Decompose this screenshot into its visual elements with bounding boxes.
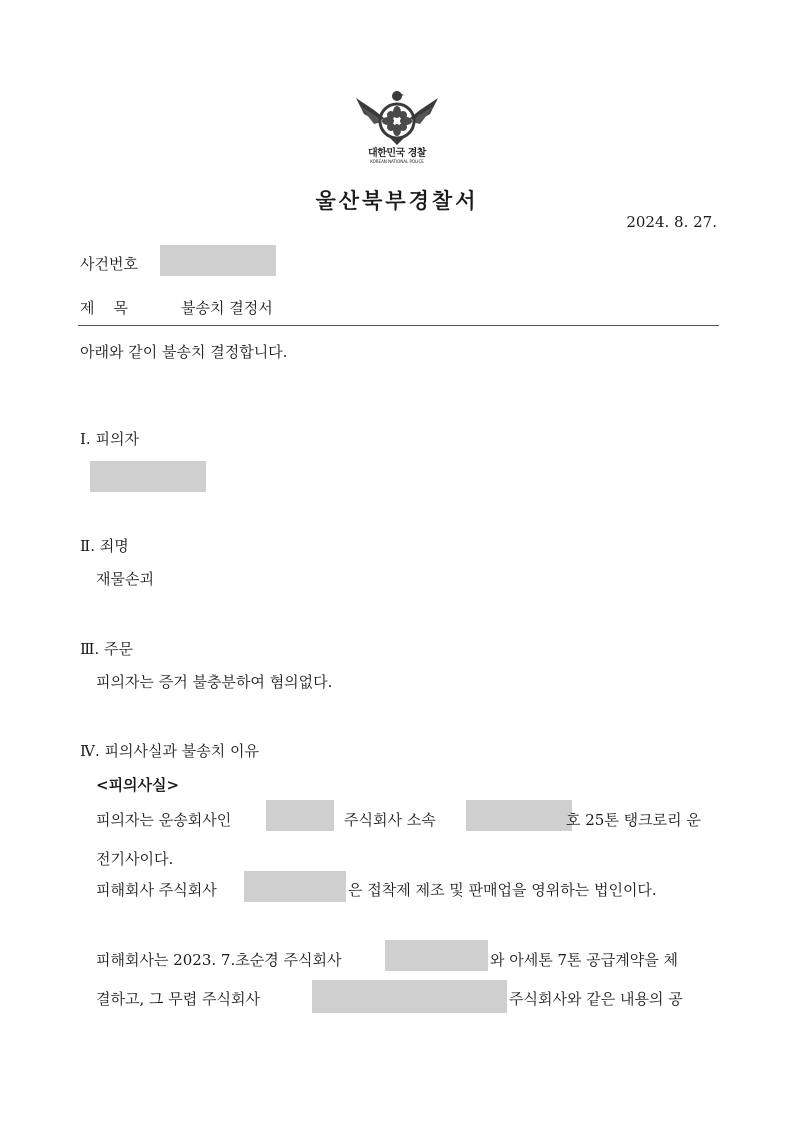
redacted-other-company — [312, 980, 507, 1013]
header-divider — [78, 325, 719, 326]
redacted-suspect-name — [90, 461, 206, 492]
redacted-transport-company — [266, 800, 334, 831]
facts-line5-part1: 결하고, 그 무렵 주식회사 — [96, 990, 260, 1008]
facts-line2: 전기사이다. — [96, 850, 174, 868]
section-order-heading: Ⅲ. 주문 — [80, 640, 133, 658]
police-station-name: 울산북부경찰서 — [315, 188, 479, 213]
section-suspect-heading: Ⅰ. 피의자 — [80, 430, 139, 448]
facts-line5-part2: 주식회사와 같은 내용의 공 — [509, 990, 683, 1008]
emblem-name-korean: 대한민국 경찰 — [368, 148, 426, 159]
section-charge-heading: Ⅱ. 죄명 — [80, 537, 129, 555]
document-date: 2024. 8. 27. — [626, 213, 717, 231]
case-number-label: 사건번호 — [80, 255, 138, 273]
subject-value: 불송치 결정서 — [181, 299, 273, 317]
police-emblem — [348, 88, 446, 174]
redacted-case-number — [160, 245, 276, 276]
subject-label: 제 목 — [80, 299, 129, 317]
redacted-contract-company — [385, 940, 488, 971]
emblem-name-english: KOREAN NATIONAL POLICE — [370, 159, 424, 164]
order-value: 피의자는 증거 불충분하여 혐의없다. — [96, 673, 333, 691]
intro-text: 아래와 같이 불송치 결정합니다. — [80, 343, 288, 361]
facts-line1-part1: 피의자는 운송회사인 — [96, 811, 232, 829]
charge-value: 재물손괴 — [96, 570, 154, 588]
facts-line3-part2: 은 접착제 제조 및 판매업을 영위하는 법인이다. — [348, 881, 657, 899]
eagle-emblem-icon — [354, 88, 440, 146]
facts-line1-part2: 주식회사 소속 — [344, 811, 436, 829]
facts-line4-part2: 와 아세톤 7톤 공급계약을 체 — [490, 951, 679, 969]
redacted-victim-company — [244, 871, 346, 902]
redacted-vehicle-number — [466, 800, 572, 831]
facts-line1-part3: 호 25톤 탱크로리 운 — [566, 811, 701, 829]
facts-subheading: <피의사실> — [96, 776, 180, 794]
section-facts-heading: Ⅳ. 피의사실과 불송치 이유 — [80, 742, 259, 760]
facts-line4-part1: 피해회사는 2023. 7.초순경 주식회사 — [96, 951, 342, 969]
facts-line3-part1: 피해회사 주식회사 — [96, 881, 217, 899]
